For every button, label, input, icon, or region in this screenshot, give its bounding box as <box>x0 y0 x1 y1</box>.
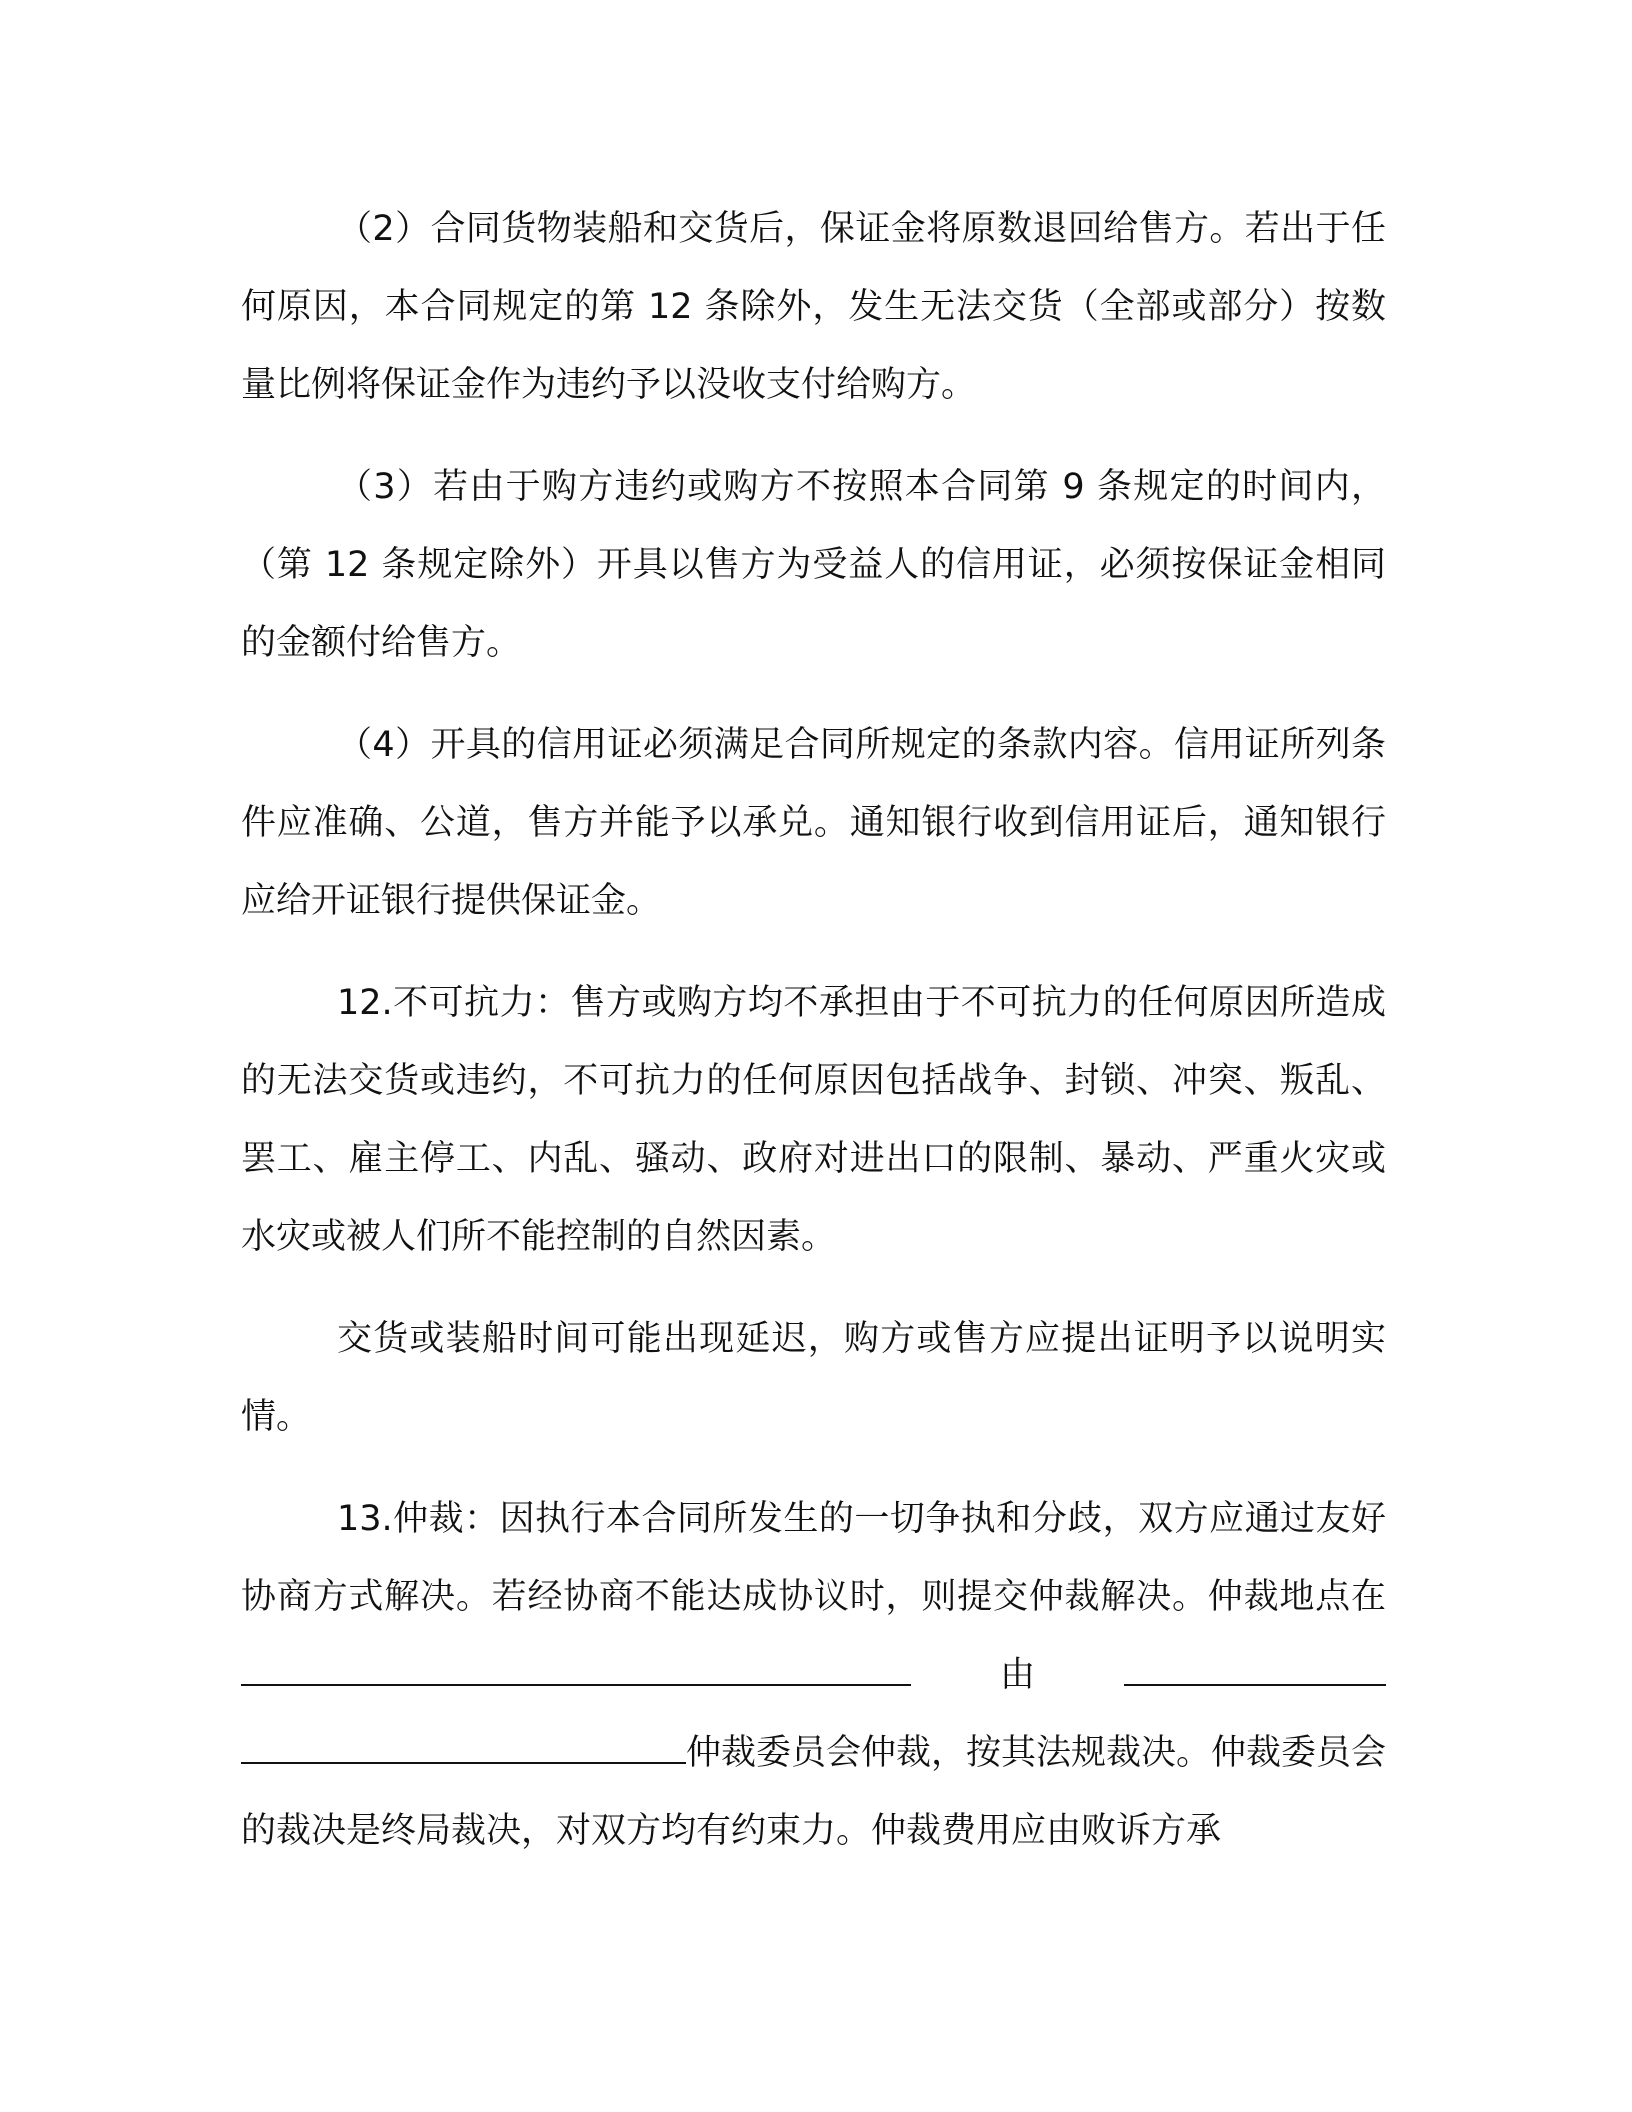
arbitration-committee-blank-2 <box>241 1722 686 1764</box>
paragraph-force-majeure: 12.不可抗力：售方或购方均不承担由于不可抗力的任何原因所造成的无法交货或违约，不可抗力的任何原因包括战争、封锁、冲突、叛乱、罢工、雇主停工、内乱、骚动、政府对进出口的限制、暴动、严重火灾或水灾或被人们所不能控制的自然因素。 <box>241 983 1386 1257</box>
arbitration-place-blank <box>241 1644 911 1686</box>
paragraph-buyer-default: （3）若由于购方违约或购方不按照本合同第 9 条规定的时间内，（第 12 条规定除外）开具以售方为受益人的信用证，必须按保证金相同的金额付给售方。 <box>241 467 1386 663</box>
paragraph-letter-of-credit: （4）开具的信用证必须满足合同所规定的条款内容。信用证所列条件应准确、公道，售方并能予以承兑。通知银行收到信用证后，通知银行应给开证银行提供保证金。 <box>241 725 1386 921</box>
arbitration-committee-blank-1 <box>1124 1644 1386 1686</box>
paragraph-delay-proof: 交货或装船时间可能出现延迟，购方或售方应提出证明予以说明实情。 <box>241 1319 1386 1437</box>
arbitration-text-3: 仲裁委员会仲裁，按其法规裁决。仲裁委员会的裁决是终局裁决，对双方均有约束力。仲裁费用应由败诉方承 <box>241 1733 1387 1851</box>
paragraph-deposit-return: （2）合同货物装船和交货后，保证金将原数退回给售方。若出于任何原因，本合同规定的第 12 条除外，发生无法交货（全部或部分）按数量比例将保证金作为违约予以没收支付给购方。 <box>241 209 1386 405</box>
paragraph-arbitration <box>241 1480 1386 1870</box>
arbitration-text-2: 由 <box>911 1655 1124 1695</box>
arbitration-text-1: 13.仲裁：因执行本合同所发生的一切争执和分歧，双方应通过友好协商方式解决。若经协商不能达成协议时，则提交仲裁解决。仲裁地点在 <box>241 1499 1386 1617</box>
document-body <box>241 190 1386 1894</box>
